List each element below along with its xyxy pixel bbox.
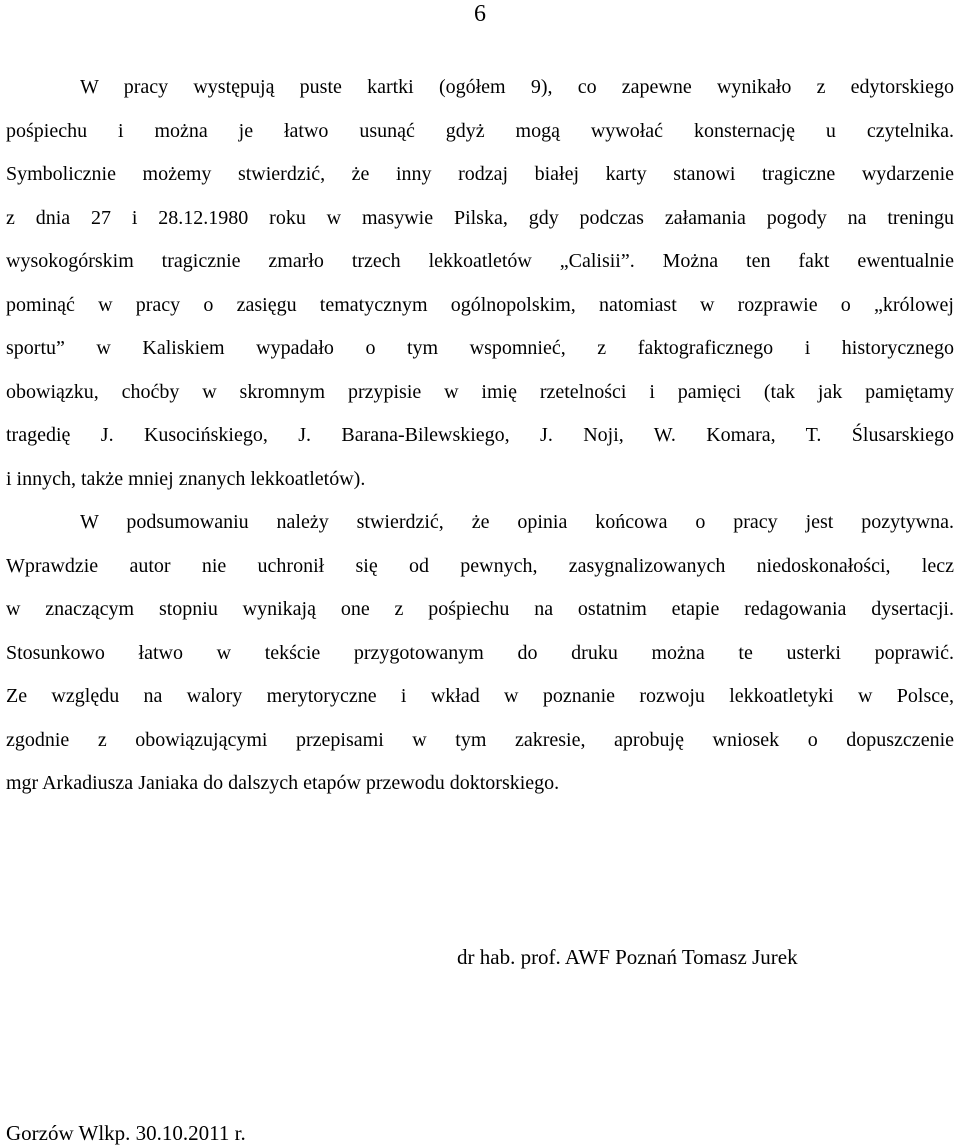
text-line: Stosunkowo łatwo w tekście przygotowanym do druku można te usterki poprawić.	[6, 642, 954, 664]
text-line: zgodnie z obowiązującymi przepisami w tym zakresie, aprobuję wniosek o dopuszczenie	[6, 729, 954, 751]
text-line: tragedię J. Kusocińskiego, J. Barana-Bilewskiego, J. Noji, W. Komara, T. Ślusarskiego	[6, 424, 954, 446]
text-line: pośpiechu i można je łatwo usunąć gdyż mogą wywołać konsternację u czytelnika.	[6, 120, 954, 142]
signature: dr hab. prof. AWF Poznań Tomasz Jurek	[457, 945, 798, 969]
text-line: W pracy występują puste kartki (ogółem 9), co zapewne wynikało z edytorskiego	[80, 76, 954, 98]
text-line: Wprawdzie autor nie uchronił się od pewnych, zasygnalizowanych niedoskonałości, lecz	[6, 555, 954, 577]
text-line: W podsumowaniu należy stwierdzić, że opinia końcowa o pracy jest pozytywna.	[80, 511, 954, 533]
text-line: obowiązku, choćby w skromnym przypisie w imię rzetelności i pamięci (tak jak pamiętamy	[6, 381, 954, 403]
text-line: sportu” w Kaliskiem wypadało o tym wspomnieć, z faktograficznego i historycznego	[6, 337, 954, 359]
text-line: wysokogórskim tragicznie zmarło trzech lekkoatletów „Calisii”. Można ten fakt ewentualnie	[6, 250, 954, 272]
text-line: z dnia 27 i 28.12.1980 roku w masywie Pilska, gdy podczas załamania pogody na treningu	[6, 207, 954, 229]
text-line: w znaczącym stopniu wynikają one z pośpiechu na ostatnim etapie redagowania dysertacji.	[6, 598, 954, 620]
text-line: mgr Arkadiusza Janiaka do dalszych etapów przewodu doktorskiego.	[6, 772, 560, 794]
text-line: Symbolicznie możemy stwierdzić, że inny rodzaj białej karty stanowi tragiczne wydarzenie	[6, 163, 954, 185]
text-line: pominąć w pracy o zasięgu tematycznym ogólnopolskim, natomiast w rozprawie o „królowej	[6, 294, 954, 316]
text-line: Ze względu na walory merytoryczne i wkład w poznanie rozwoju lekkoatletyki w Polsce,	[6, 685, 954, 707]
text-line: i innych, także mniej znanych lekkoatletów).	[6, 468, 366, 490]
page-number: 6	[474, 1, 486, 27]
place-date: Gorzów Wlkp. 30.10.2011 r.	[6, 1121, 246, 1145]
